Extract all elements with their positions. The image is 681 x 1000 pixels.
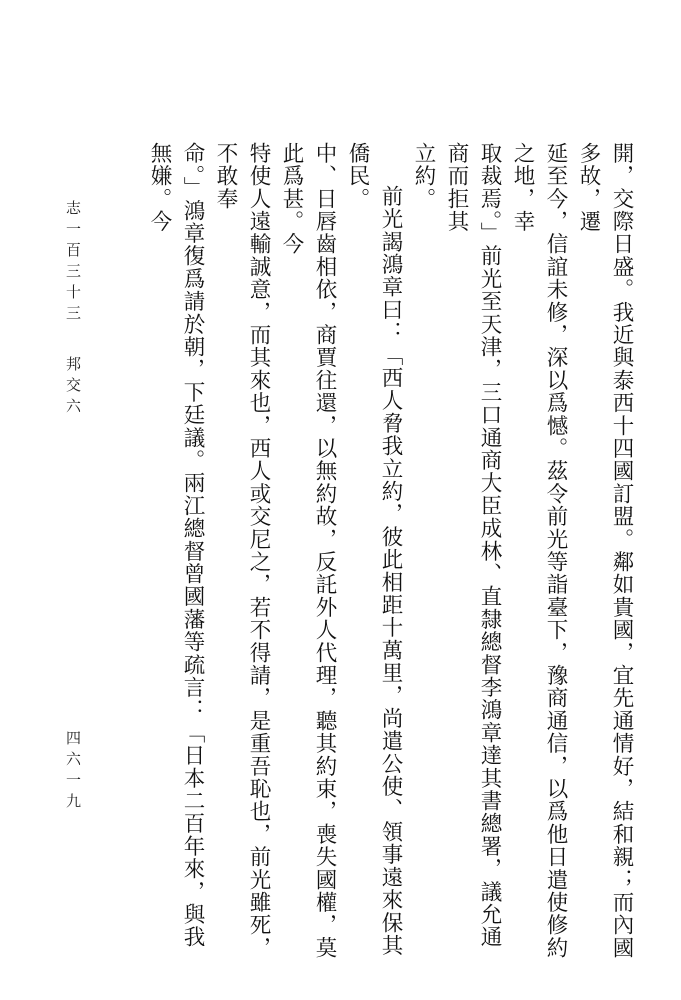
book-section-label: 志一百三十三 xyxy=(64,200,82,326)
text-column: 延至今，信誼未修，深以爲憾。茲令前光等詣臺下，豫商通信，以爲他日遣使修約之地，幸 xyxy=(510,142,568,960)
category-label: 邦交六 xyxy=(64,356,82,419)
text-column: 立約。 xyxy=(411,142,436,211)
text-column: 取裁焉。」前光至天津，三口通商大臣成林、直隸總督李鴻章達其書總署，議允通商而拒其 xyxy=(444,142,502,949)
text-column xyxy=(142,142,143,962)
page-number: 四六一九 xyxy=(64,730,82,814)
text-column: 命。」鴻章復爲請於朝，下廷議。兩江總督曾國藩等疏言：「日本二百年來，與我無嫌。今 xyxy=(147,142,205,949)
text-column: 特使人遠輸誠意，而其來也，西人或交尼之，若不得請，是重吾恥也，前光雖死，不敢奉 xyxy=(213,142,271,960)
margin-header xyxy=(63,200,84,419)
body-text xyxy=(142,142,638,962)
text-column: 中、日唇齒相依，商賈往還，以無約故，反託外人代理，聽其約束，喪失國權，莫此爲甚。今 xyxy=(279,142,337,960)
text-column: 前光謁鴻章曰：「西人脅我立約，彼此相距十萬里，尚遣公使、領事遠來保其僑民。 xyxy=(345,142,403,957)
text-column: 開，交際日盛。我近與泰西十四國訂盟。鄰如貴國，宜先通情好，結和親；而內國多故，遷 xyxy=(576,142,634,960)
